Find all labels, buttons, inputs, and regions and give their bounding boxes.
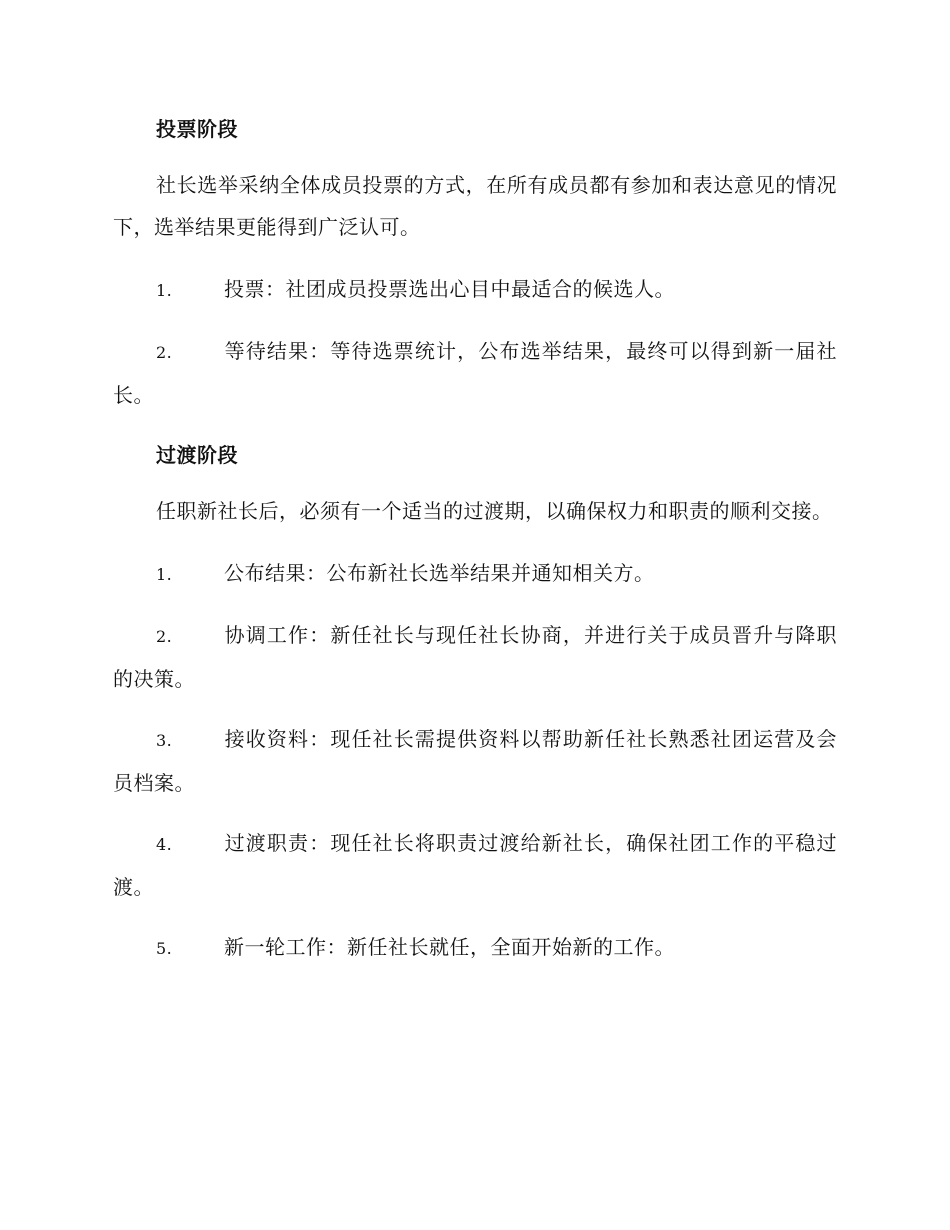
section-transition (113, 434, 837, 970)
list-item-number: 2. (156, 343, 173, 362)
list-item (113, 926, 837, 970)
list-item (113, 614, 837, 700)
document-page (113, 108, 837, 988)
list-item-text: 接收资料：现任社长需提供资料以帮助新任社长熟悉社团运营及会员档案。 (113, 727, 837, 795)
section-voting (113, 108, 837, 416)
list-item-text: 投票：社团成员投票选出心目中最适合的候选人。 (224, 277, 675, 301)
section-intro: 社长选举采纳全体成员投票的方式，在所有成员都有参加和表达意见的情况下，选举结果更能得到广泛认可。 (113, 173, 837, 239)
list-item-number: 5. (156, 939, 173, 958)
list-item (113, 718, 837, 804)
list-item (113, 552, 837, 596)
section-intro: 任职新社长后，必须有一个适当的过渡期，以确保权力和职责的顺利交接。 (156, 499, 833, 523)
list-item (113, 822, 837, 908)
list-item-text: 等待结果：等待选票统计，公布选举结果，最终可以得到新一届社长。 (113, 339, 837, 407)
list-item (113, 268, 837, 312)
list-item-text: 新一轮工作：新任社长就任，全面开始新的工作。 (224, 935, 675, 959)
list-item-text: 公布结果：公布新社长选举结果并通知相关方。 (224, 561, 655, 585)
section-heading: 投票阶段 (156, 117, 238, 141)
list-item-number: 1. (156, 565, 173, 584)
list-item-number: 2. (156, 627, 173, 646)
list-item-number: 1. (156, 281, 173, 300)
list-item-number: 3. (156, 731, 173, 750)
section-heading: 过渡阶段 (156, 443, 238, 467)
list-item (113, 330, 837, 416)
list-item-text: 过渡职责：现任社长将职责过渡给新社长，确保社团工作的平稳过渡。 (113, 831, 837, 899)
list-item-text: 协调工作：新任社长与现任社长协商，并进行关于成员晋升与降职的决策。 (113, 623, 837, 691)
list-item-number: 4. (156, 835, 173, 854)
